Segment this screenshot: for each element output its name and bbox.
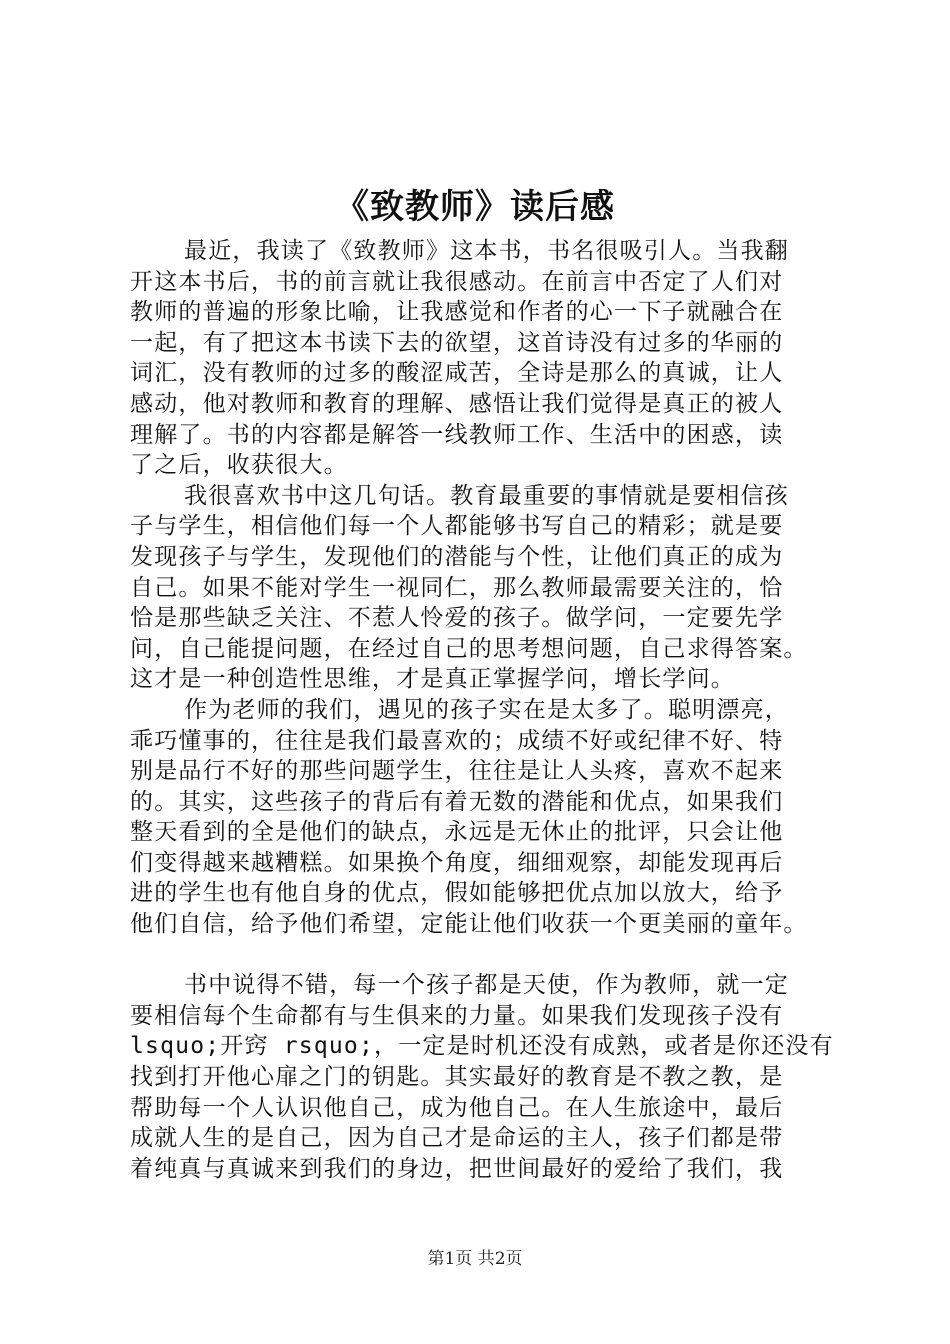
text-line: 教师的普遍的形象比喻，让我感觉和作者的心一下子就融合在 bbox=[130, 299, 784, 326]
text-line: 理解了。书的内容都是解答一线教师工作、生活中的困惑，读 bbox=[130, 421, 784, 448]
text-line: 感动，他对教师和教育的理解、感悟让我们觉得是真正的被人 bbox=[130, 390, 784, 417]
text-line: 乖巧懂事的，往往是我们最喜欢的；成绩不好或纪律不好、特 bbox=[130, 727, 784, 754]
text-line: 子与学生，相信他们每一个人都能够书写自己的精彩；就是要 bbox=[130, 513, 784, 540]
text-line: 进的学生也有他自身的优点，假如能够把优点加以放大，给予 bbox=[130, 880, 784, 907]
text-line: 书中说得不错，每一个孩子都是天使，作为教师，就一定 bbox=[184, 972, 789, 999]
text-line: 帮助每一个人认识他自己，成为他自己。在人生旅途中，最后 bbox=[130, 1094, 784, 1121]
text-line: 自己。如果不能对学生一视同仁，那么教师最需要关注的，恰 bbox=[130, 574, 784, 601]
text-line: 发现孩子与学生，发现他们的潜能与个性，让他们真正的成为 bbox=[130, 543, 784, 570]
text-line: 作为老师的我们，遇见的孩子实在是太多了。聪明漂亮， bbox=[184, 696, 789, 723]
paragraph-gap bbox=[130, 940, 850, 971]
text-line: 整天看到的全是他们的缺点，永远是无休止的批评，只会让他 bbox=[130, 819, 784, 846]
text-line: 问，自己能提问题，在经过自己的思考想问题，自己求得答案。 bbox=[130, 635, 808, 662]
text-line: 成就人生的是自己，因为自己才是命运的主人，孩子们都是带 bbox=[130, 1125, 784, 1152]
text-line: 着纯真与真诚来到我们的身边，把世间最好的爱给了我们，我 bbox=[130, 1155, 784, 1182]
text-line: 的。其实，这些孩子的背后有着无数的潜能和优点，如果我们 bbox=[130, 788, 784, 815]
text-line: 了之后，收获很大。 bbox=[130, 452, 348, 479]
text-line: 他们自信，给予他们希望，定能让他们收获一个更美丽的童年。 bbox=[130, 911, 808, 938]
text-line: 找到打开他心扉之门的钥匙。其实最好的教育是不教之教，是 bbox=[130, 1064, 784, 1091]
text-line: 词汇，没有教师的过多的酸涩咸苦，全诗是那么的真诚，让人 bbox=[130, 360, 784, 387]
page-footer: 第1页 共2页 bbox=[427, 1249, 523, 1269]
document-title: 《致教师》读后感 bbox=[335, 187, 615, 227]
document-body bbox=[130, 236, 850, 1184]
text-line: 别是品行不好的那些问题学生，往往是让人头疼，喜欢不起来 bbox=[130, 758, 784, 785]
text-line: 们变得越来越糟糕。如果换个角度，细细观察，却能发现再后 bbox=[130, 849, 784, 876]
text-line: 这才是一种创造性思维，才是真正掌握学问，增长学问。 bbox=[130, 666, 735, 693]
text-line: 要相信每个生命都有与生俱来的力量。如果我们发现孩子没有 bbox=[130, 1002, 784, 1029]
text-line: 恰是那些缺乏关注、不惹人怜爱的孩子。做学问，一定要先学 bbox=[130, 605, 784, 632]
text-line: 最近，我读了《致教师》这本书，书名很吸引人。当我翻 bbox=[184, 238, 789, 264]
text-line: 我很喜欢书中这几句话。教育最重要的事情就是要相信孩 bbox=[184, 482, 789, 509]
text-line: 一起，有了把这本书读下去的欲望，这首诗没有过多的华丽的 bbox=[130, 329, 784, 356]
text-line: lsquo;开窍 rsquo;，一定是时机还没有成熟，或者是你还没有 bbox=[130, 1033, 834, 1060]
text-line: 开这本书后，书的前言就让我很感动。在前言中否定了人们对 bbox=[130, 268, 784, 295]
